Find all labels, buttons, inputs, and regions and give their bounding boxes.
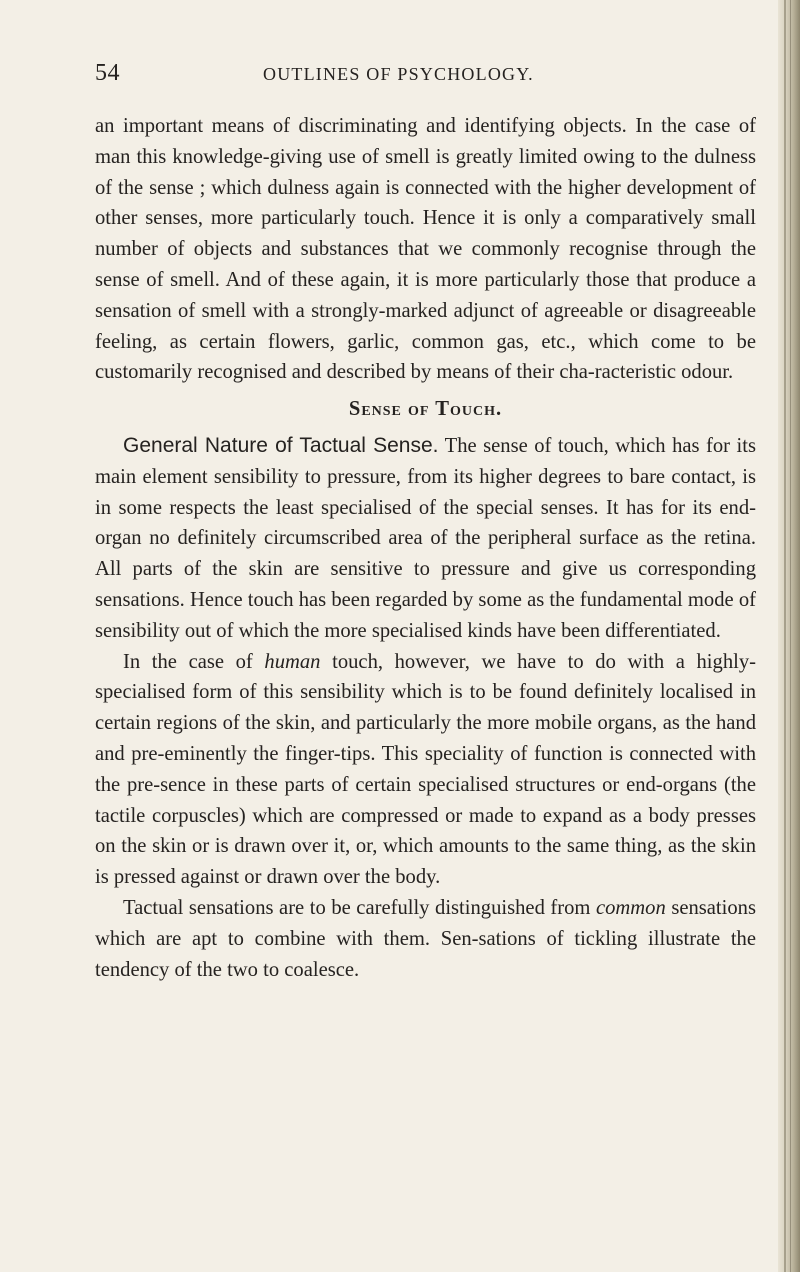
paragraph-text: sensations which are apt to combine with them. Sen-sations of tickling illustrate the tendency of the two to coalesce. [95, 896, 756, 981]
paragraph-text: touch, however, we have to do with a highly-specialised form of this sensibility which is to be found definitely localised in certain regions of the skin, and particularly the more mobile organs, as the hand and pre-eminently the finger-tips. This speciality of function is connected with the pre-sence in these parts of certain specialised structures or end-organs (the tactile corpuscles) which are compressed or made to expand as a body presses on the skin or is drawn over it, or, which amounts to the same thing, as the skin is pressed against or drawn over the body. [95, 650, 756, 889]
page-number: 54 [95, 60, 120, 86]
running-head [95, 58, 755, 88]
running-title: OUTLINES OF PSYCHOLOGY. [263, 64, 534, 84]
paragraph-general-nature [95, 431, 756, 647]
paragraph-lead: In the case of [123, 650, 265, 673]
section-heading: Sense of Touch. [348, 398, 503, 421]
emphasis-human: human [264, 650, 321, 673]
paragraph-text: The sense of touch, which has for its main element sensibility to pressure, from its higher degrees to bare contact, is in some respects the least specialised of the special senses. It has for its end-organ no definitely circumscribed area of the peripheral surface as the retina. All parts of the skin are sensitive to pressure and give us corresponding sensations. Hence touch has been regarded by some as the fundamental mode of sensibility out of which the more specialised kinds have been differentiated. [95, 434, 756, 642]
run-in-heading: General Nature of Tactual Sense. [123, 433, 439, 457]
text-block [95, 111, 756, 985]
page-edge [778, 0, 800, 1272]
paragraph-tactual-sensations [95, 893, 756, 985]
paragraph-lead: Tactual sensations are to be carefully distinguished from [123, 896, 596, 919]
emphasis-common: common [596, 896, 666, 919]
paragraph-smell: an important means of discriminating and identifying objects. In the case of man this knowledge-giving use of smell is greatly limited owing to the dulness of the sense ; which dulness again is connected with the higher development of other senses, more particularly touch. Hence it is only a comparatively small number of objects and substances that we commonly recognise through the sense of smell. And of these again, it is more particularly those that produce a sensation of smell with a strongly-marked adjunct of agreeable or disagreeable feeling, as certain flowers, garlic, common gas, etc., which come to be customarily recognised and described by means of their cha-racteristic odour. [95, 115, 756, 384]
paragraph-human-touch [95, 647, 756, 893]
